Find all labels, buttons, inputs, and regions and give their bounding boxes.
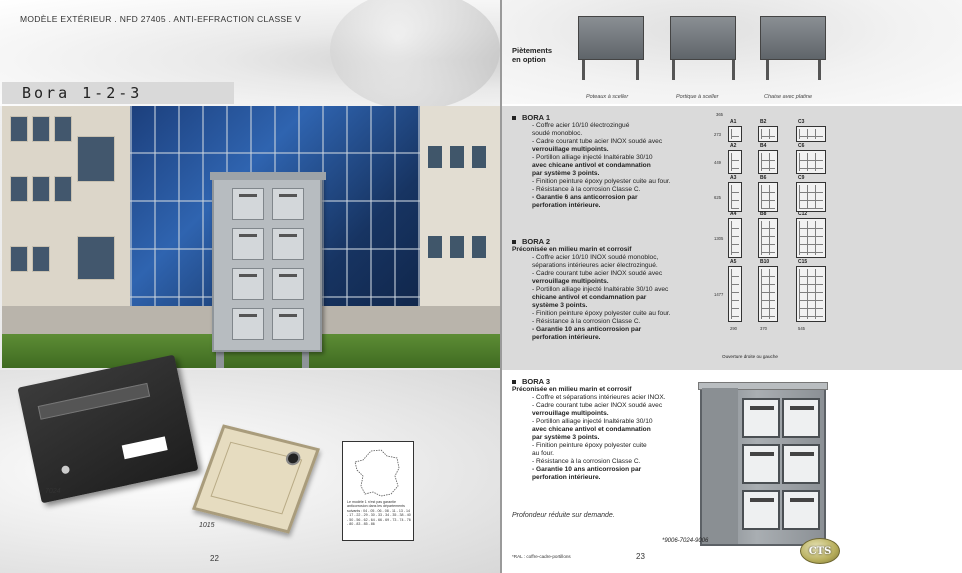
bora1-spec-line: - Portillon alliage injecté Inaltérable 30/10 [532, 154, 653, 161]
bora2-spec-line: - Résistance à la corrosion Classe C. [532, 318, 641, 325]
open-mailbox-caption: 1015 [199, 522, 215, 529]
bora3-spec-line: - Coffre et séparations intérieures acier INOX. [532, 394, 666, 401]
model-diagram [796, 266, 826, 322]
bora2-title: BORA 2 [512, 238, 717, 246]
france-map-card [342, 441, 414, 541]
stand-caption: Portique à sceller [676, 94, 719, 100]
bora3-spec-line: avec chicane antivol et condamnation [532, 426, 651, 433]
mailbox-post [216, 351, 224, 368]
bora1-spec-line: - Finition peinture époxy polyester cuite au four. [532, 178, 671, 185]
model-label: B10 [760, 259, 770, 265]
bora3-title: BORA 3 [512, 378, 702, 386]
model-label: C6 [798, 143, 805, 149]
bora3-subtitle: Préconisée en milieu marin et corrosif [512, 386, 632, 393]
model-diagram [728, 150, 742, 174]
stands-title-line2: en option [512, 55, 546, 64]
bora2-spec-line: - Cadre courant tube acier INOX soudé avec [532, 270, 663, 277]
bora2-spec-line: - Portillon alliage injecté Inaltérable 30/10 avec [532, 286, 669, 293]
bora2-spec [512, 238, 717, 342]
bora2-spec-line: système 3 points. [532, 302, 588, 309]
bora2-spec-line: - Finition peinture époxy polyester cuite au four. [532, 310, 671, 317]
bora3-spec [512, 378, 702, 482]
model-diagram [796, 150, 826, 174]
bora1-spec [512, 114, 712, 210]
stand-posts [578, 16, 644, 60]
model-label: A2 [730, 143, 737, 149]
mailbox-unit-photo [212, 176, 322, 352]
bora3-spec-line: - Portillon alliage injecté Inaltérable 30/10 [532, 418, 653, 425]
width-dimension: 290 [730, 326, 737, 331]
model-label: C15 [798, 259, 808, 265]
stand-caption: Chaise avec platine [764, 94, 813, 100]
model-label: B8 [760, 211, 767, 217]
bora2-spec-line: séparations intérieures acier électrozingué. [532, 262, 658, 269]
model-label: C3 [798, 119, 805, 125]
product-detail-area [0, 370, 500, 573]
bora3-spec-line: - Finition peinture époxy polyester cuite [532, 442, 647, 449]
model-diagram [758, 266, 778, 322]
right-page [502, 0, 962, 573]
page-number-left: 22 [210, 554, 219, 563]
stands-section [502, 0, 962, 104]
model-diagram [728, 126, 742, 142]
model-label: C9 [798, 175, 805, 181]
open-mailbox-image [192, 424, 320, 533]
model-diagram [728, 218, 742, 258]
dark-mailbox-caption: 7024 [45, 488, 61, 495]
map-card-text: Le modèle 1 n'est pas garantie anticorrosion dans les départements suivants : 04 - 05 - 06 - 08 - 11 - 13 - 14 - 17 - 22 - 29 - 30 - 33 - 34 - 35 - 38 - 40 - 50 - 56 - 62 - 64 - 66 - 69 - 73 - 74 - 76 - 80 - 83 - 85 - 86 [347, 500, 411, 527]
cts-logo: CTS [800, 538, 840, 564]
model-label: A3 [730, 175, 737, 181]
opening-caption: Ouverture droite ou gauche [722, 354, 778, 359]
bora3-spec-line: - Garantie 10 ans anticorrosion par [532, 466, 642, 473]
bora2-subtitle: Préconisée en milieu marin et corrosif [512, 246, 632, 253]
bora1-spec-line: - Résistance à la corrosion Classe C. [532, 186, 641, 193]
page-header: MODÈLE EXTÉRIEUR . NFD 27405 . ANTI-EFFRACTION CLASSE V [20, 14, 302, 24]
stands-title [512, 46, 552, 64]
height-dimension: 1477 [714, 292, 724, 297]
building-left [2, 106, 137, 321]
model-diagram [796, 182, 826, 212]
height-dimension: 1305 [714, 236, 724, 241]
model-diagram [758, 150, 778, 174]
bora1-spec-line: - Garantie 6 ans anticorrosion par [532, 194, 638, 201]
bora1-spec-line: soudé monobloc. [532, 130, 583, 137]
bora3-spec-line: - Résistance à la corrosion Classe C. [532, 458, 641, 465]
model-diagram [758, 182, 778, 212]
bora3-spec-line: perforation intérieure. [532, 474, 601, 481]
ral-reference: *9006-7024-9006 [662, 538, 709, 544]
model-diagram [758, 126, 778, 142]
page-number-right: 23 [636, 552, 645, 561]
model-diagram [728, 182, 742, 212]
bora3-mailbox-image [700, 386, 826, 546]
model-diagram [758, 218, 778, 258]
model-diagram [796, 218, 826, 258]
ral-footnote: *RAL : coffre-cadre-portillons [512, 554, 571, 559]
bora1-spec-line: - Cadre courant tube acier INOX soudé avec [532, 138, 663, 145]
bora2-spec-line: chicane antivol et condamnation par [532, 294, 647, 301]
height-dimension: 625 [714, 195, 721, 200]
bora1-title: BORA 1 [512, 114, 712, 122]
model-label: A4 [730, 211, 737, 217]
stand-chaise [760, 16, 826, 60]
model-label: B4 [760, 143, 767, 149]
building-right [420, 106, 500, 321]
top-band [0, 0, 500, 106]
bora3-spec-line: par système 3 points. [532, 434, 600, 441]
dark-mailbox-image [17, 355, 198, 504]
height-dimension: 449 [714, 160, 721, 165]
bora3-spec-line: verrouillage multipoints. [532, 410, 609, 417]
bora2-spec-line: - Garantie 10 ans anticorrosion par [532, 326, 642, 333]
building-photo [2, 106, 500, 368]
model-diagram [728, 266, 742, 322]
bora2-spec-line: - Coffre acier 10/10 INOX soudé monobloc, [532, 254, 659, 261]
bora3-spec-line: - Cadre courant tube acier INOX soudé avec [532, 402, 663, 409]
bora2-spec-line: verrouillage multipoints. [532, 278, 609, 285]
model-label: B6 [760, 175, 767, 181]
model-label: A5 [730, 259, 737, 265]
bora2-spec-line: perforation intérieure. [532, 334, 601, 341]
width-dimension: 545 [798, 326, 805, 331]
width-dimension: 370 [760, 326, 767, 331]
model-label: B2 [760, 119, 767, 125]
bora1-spec-line: verrouillage multipoints. [532, 146, 609, 153]
stands-title-line1: Piètements [512, 46, 553, 55]
stone-decoration [330, 0, 500, 110]
height-dimension: 273 [714, 132, 721, 137]
france-map-icon [351, 448, 405, 500]
stand-caption: Poteaux à sceller [586, 94, 629, 100]
model-label: A1 [730, 119, 737, 125]
specs-section [502, 106, 962, 370]
bora3-section [502, 372, 962, 573]
bora3-spec-line: au four. [532, 450, 554, 457]
depth-note: Profondeur réduite sur demande. [512, 512, 615, 519]
model-label: C12 [798, 211, 808, 217]
bora1-spec-line: avec chicane antivol et condamnation [532, 162, 651, 169]
bora1-spec-line: - Coffre acier 10/10 électrozingué [532, 122, 630, 129]
bora1-spec-line: perforation intérieure. [532, 202, 601, 209]
model-diagram [796, 126, 826, 142]
stand-portique [670, 16, 736, 60]
series-title: Bora 1-2-3 [2, 82, 234, 104]
bora1-spec-line: par système 3 points. [532, 170, 600, 177]
depth-dimension: 365 [716, 112, 723, 117]
